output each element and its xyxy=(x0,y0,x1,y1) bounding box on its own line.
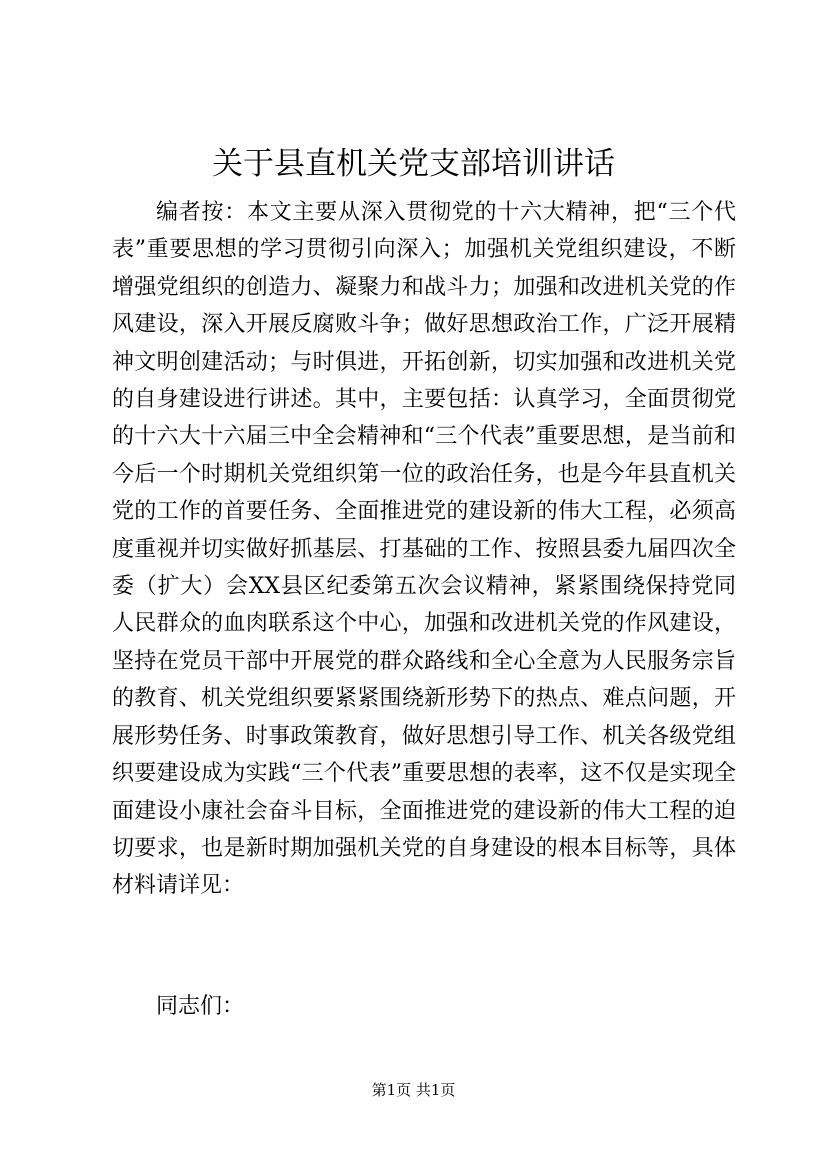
document-title: 关于县直机关党支部培训讲话 xyxy=(212,146,615,182)
salutation: 同志们： xyxy=(156,994,245,1019)
page-footer: 第1页 共1页 xyxy=(371,1081,456,1099)
editor-note-paragraph: 编者按：本文主要从深入贯彻党的十六大精神，把“三个代表”重要思想的学习贯彻引向深入；加强机关党组织建设，不断增强党组织的创造力、凝聚力和战斗力；加强和改进机关党的作风建设，深入开展反腐败斗争；做好思想政治工作，广泛开展精神文明创建活动；与时俱进，开拓创新，切实加强和改进机关党的自身建设进行讲述。其中，主要包括：认真学习，全面贯彻党的十六大十六届三中全会精神和“三个代表”重要思想，是当前和今后一个时期机关党组织第一位的政治任务，也是今年县直机关党的工作的首要任务、全面推进党的建设新的伟大工程，必须高度重视并切实做好抓基层、打基础的工作、按照县委九届四次全委（扩大）会XX县区纪委第五次会议精神，紧紧围绕保持党同人民群众的血肉联系这个中心，加强和改进机关党的作风建设，坚持在党员干部中开展党的群众路线和全心全意为人民服务宗旨的教育、机关党组织要紧紧围绕新形势下的热点、难点问题，开展形势任务、时事政策教育，做好思想引导工作、机关各级党组织要建设成为实践“三个代表”重要思想的表率，这不仅是实现全面建设小康社会奋斗目标，全面推进党的建设新的伟大工程的迫切要求，也是新时期加强机关党的自身建设的根本目标等，具体材料请详见： xyxy=(112,200,736,899)
